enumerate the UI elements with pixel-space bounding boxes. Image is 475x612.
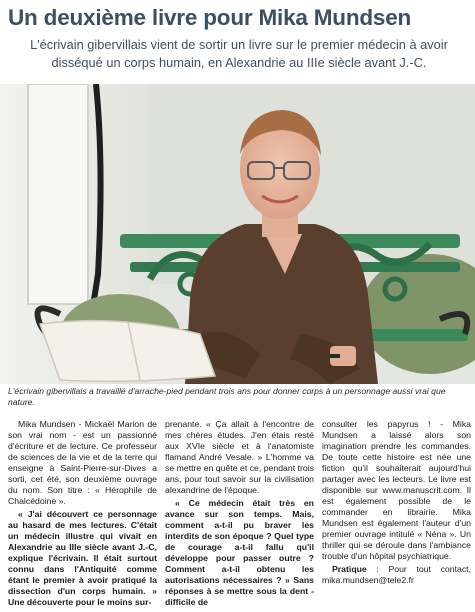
article-column-3 — [322, 419, 471, 609]
body-paragraph: Mika Mundsen - Mickaël Marion de son vrai nom - est un passionné d'écriture et de lecture. Ce professeur de sciences de la vie et de la terre qui enseigne à Saint-Pierre-sur-Dives a sorti, cet été, son deuxième ouvrage du nom. Son titre : « Hérophile de Chalcédoine ». — [8, 419, 157, 506]
bold-text: « Ce médecin était très en avance sur son temps. Mais, comment a-t-il pu braver les interdits de son époque ? Quel type de courage a-t-il fallu qu'il développe pour passer outre ? Comment a-t-il obtenu les autorisations nécessaires ? » Sans réponses à se mettre sous la dent - difficile de — [165, 498, 314, 607]
body-paragraph: consulter les papyrus ! - Mika Mundsen a laissé alors son imagination prendre les commandes. De toute cette histoire est née une fiction qu'il souhaiterait aujourd'hui partager avec les lecteurs. Le livre est disponible sur www.manuscrit.com. Il est également possible de le commander en librairie. Mika Mundsen est également l'auteur d'un premier ouvrage intitulé « Néna ». Un thriller qui se déroule dans l'ambiance trouble d'un hôpital psychiatrique. — [322, 419, 471, 561]
photo-illustration — [0, 84, 475, 384]
article-column-1 — [8, 419, 157, 609]
body-paragraph-bold — [165, 498, 314, 608]
article-photo — [0, 84, 475, 384]
contact-text: : Pour tout contact, mika.mundsen@tele2.fr — [322, 564, 471, 585]
photo-caption: L'écrivain gibervillais a travaillé d'arrache-pied pendant trois ans pour donner corps à un personnage aussi vrai que nature. — [8, 386, 446, 407]
article-standfirst: L'écrivain gibervillais vient de sortir un livre sur le premier médecin à avoir disséqué un corps humain, en Alexandrie au IIIe siècle avant J.-C. — [30, 37, 448, 70]
contact-label: Pratique — [332, 564, 367, 574]
bold-text: « J'ai découvert ce personnage au hasard de mes lectures. C'était un médecin illustre qui vivait en Alexandrie au IIIe siècle avant J.-C, explique l'écrivain. Il était surtout connu dans l'Antiquité comme étant le premier à avoir pratiqué la dissection d'un corps humain. » Une découverte pour le moins sur- — [8, 509, 157, 607]
contact-paragraph — [322, 564, 471, 586]
article-column-2 — [165, 419, 314, 609]
article-body — [8, 419, 471, 609]
body-paragraph-bold — [8, 509, 157, 608]
article-headline: Un deuxième livre pour Mika Mundsen — [8, 5, 412, 30]
body-paragraph: prenante. « Ça allait à l'encontre de mes chères études. J'en étais resté aux XVIe siècle et à l'anatomiste flamand André Vesale. » L'homme va se mettre en quête et ce, pendant trois ans, pour tout savoir sur la civilisation alexandrine de l'époque. — [165, 419, 314, 495]
